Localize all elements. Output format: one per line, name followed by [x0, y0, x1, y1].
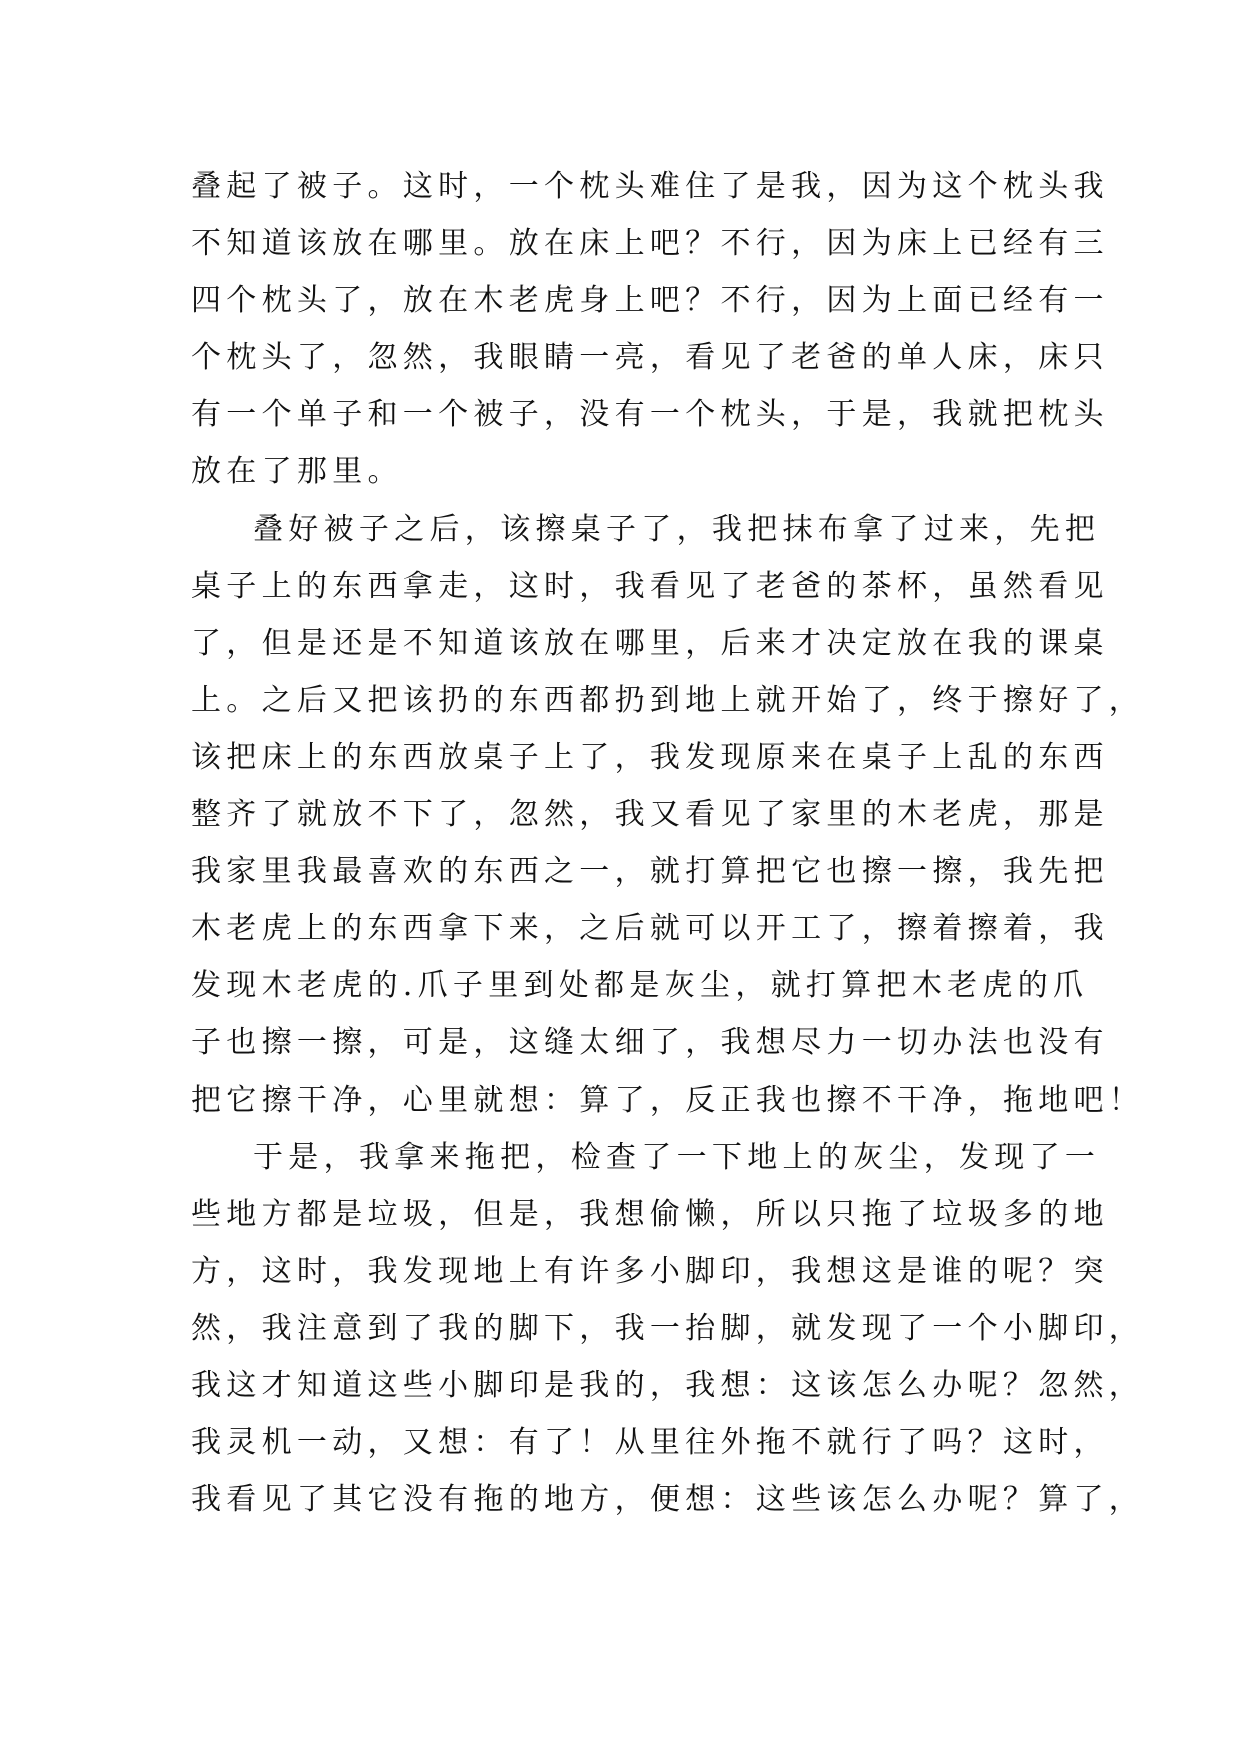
- text-line: 我家里我最喜欢的东西之一，就打算把它也擦一擦，我先把: [191, 854, 1109, 890]
- text-line: 四个枕头了，放在木老虎身上吧？不行，因为上面已经有一: [191, 283, 1109, 319]
- text-line: 我看见了其它没有拖的地方，便想：这些该怎么办呢？算了，: [191, 1482, 1145, 1518]
- text-line: 然，我注意到了我的脚下，我一抬脚，就发现了一个小脚印，: [191, 1310, 1145, 1346]
- text-line: 有一个单子和一个被子，没有一个枕头，于是，我就把枕头: [191, 397, 1109, 433]
- text-line: 整齐了就放不下了，忽然，我又看见了家里的木老虎，那是: [191, 797, 1109, 833]
- text-line: 不知道该放在哪里。放在床上吧？不行，因为床上已经有三: [191, 226, 1109, 262]
- text-line: 叠起了被子。这时，一个枕头难住了是我，因为这个枕头我: [191, 169, 1109, 204]
- text-line: 发现木老虎的.爪子里到处都是灰尘，就打算把木老虎的爪: [191, 968, 1089, 1004]
- document-body: [191, 158, 1145, 1528]
- text-line: 木老虎上的东西拿下来，之后就可以开工了，擦着擦着，我: [191, 911, 1109, 947]
- text-line: 把它擦干净，心里就想：算了，反正我也擦不干净，拖地吧！: [191, 1082, 1145, 1118]
- text-line: 我灵机一动，又想：有了！从里往外拖不就行了吗？这时，: [191, 1425, 1109, 1461]
- text-line: 子也擦一擦，可是，这缝太细了，我想尽力一切办法也没有: [191, 1025, 1109, 1061]
- paragraph-first-line: 于是，我拿来拖把，检查了一下地上的灰尘，发现了一: [253, 1139, 1101, 1175]
- text-line: 方，这时，我发现地上有许多小脚印，我想这是谁的呢？突: [191, 1253, 1109, 1289]
- text-line: 个枕头了，忽然，我眼睛一亮，看见了老爸的单人床，床只: [191, 340, 1109, 376]
- text-line: 些地方都是垃圾，但是，我想偷懒，所以只拖了垃圾多的地: [191, 1196, 1109, 1232]
- paragraph-first-line: 叠好被子之后，该擦桌子了，我把抹布拿了过来，先把: [253, 511, 1101, 547]
- text-line: 我这才知道这些小脚印是我的，我想：这该怎么办呢？忽然，: [191, 1367, 1145, 1403]
- text-line: 放在了那里。: [191, 454, 403, 490]
- text-line: 该把床上的东西放桌子上了，我发现原来在桌子上乱的东西: [191, 739, 1109, 775]
- text-line: 了，但是还是不知道该放在哪里，后来才决定放在我的课桌: [191, 625, 1109, 661]
- text-line: 上。之后又把该扔的东西都扔到地上就开始了，终于擦好了，: [191, 682, 1145, 718]
- text-line: 桌子上的东西拿走，这时，我看见了老爸的茶杯，虽然看见: [191, 568, 1109, 604]
